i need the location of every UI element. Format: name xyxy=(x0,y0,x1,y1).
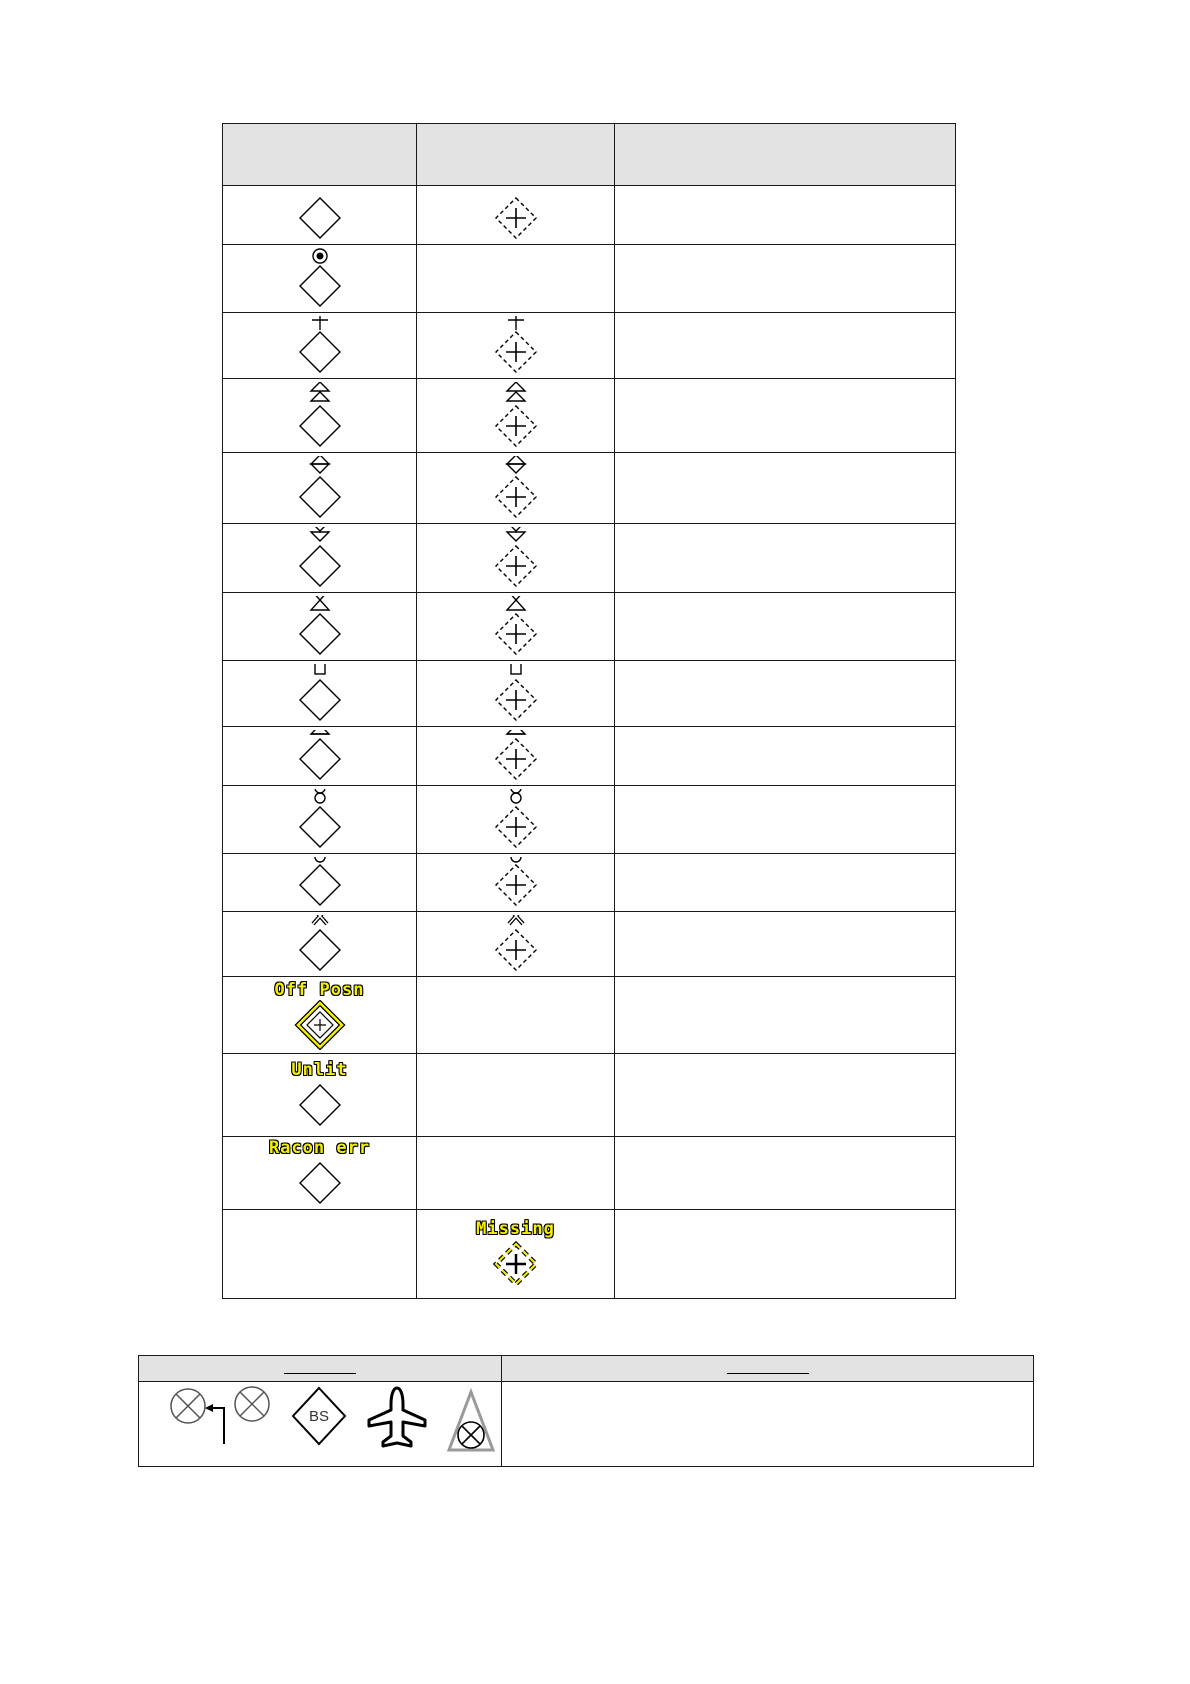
two-circles-topmark-icon xyxy=(315,789,325,803)
east-topmark-icon xyxy=(311,456,329,473)
description-cell xyxy=(615,313,956,379)
status-tag: Racon err xyxy=(268,1138,371,1158)
virtual-aton-icon xyxy=(496,857,536,905)
rect-topmark-icon xyxy=(511,664,521,674)
arrow-icon xyxy=(205,1404,224,1444)
cross-topmark-icon xyxy=(508,316,524,330)
description-cell xyxy=(615,186,956,245)
real-aton-cell xyxy=(223,453,417,524)
table-row xyxy=(223,786,956,854)
aircraft-icon xyxy=(369,1388,425,1446)
real-aton-icon xyxy=(300,664,340,720)
real-aton-icon xyxy=(300,249,340,306)
header-description xyxy=(615,124,956,186)
real-aton-icon xyxy=(300,527,340,586)
virtual-aton-icon xyxy=(496,915,536,970)
circle-topmark-icon xyxy=(511,857,521,862)
real-aton-cell xyxy=(223,186,417,245)
virtual-aton-cell xyxy=(417,1210,615,1299)
real-aton-icon xyxy=(300,789,340,847)
status-tag: Unlit xyxy=(291,1060,348,1080)
symbol-icons-cell xyxy=(139,1382,502,1467)
virtual-aton-cell xyxy=(417,727,615,786)
table-row xyxy=(223,1137,956,1210)
west-topmark-icon xyxy=(507,596,525,610)
header-underline xyxy=(727,1362,809,1374)
real-aton-cell xyxy=(223,524,417,593)
virtual-aton-icon xyxy=(496,382,536,446)
description-cell xyxy=(615,593,956,661)
table-row xyxy=(223,1054,956,1137)
two-circles-topmark-icon xyxy=(511,789,521,803)
virtual-aton-cell xyxy=(417,1137,615,1210)
virtual-aton-cell xyxy=(417,854,615,912)
description-cell xyxy=(615,1137,956,1210)
real-aton-icon xyxy=(300,1085,340,1125)
east-topmark-icon xyxy=(507,456,525,473)
virtual-aton-icon xyxy=(496,527,536,586)
rect-topmark-icon xyxy=(315,664,325,674)
west-topmark-icon xyxy=(311,596,329,610)
virtual-aton-icon xyxy=(496,1244,536,1284)
crossed-circle-icon xyxy=(235,1387,269,1421)
real-aton-icon xyxy=(300,456,340,517)
real-aton-icon xyxy=(300,382,340,446)
table-row xyxy=(223,245,956,313)
description-cell xyxy=(615,1054,956,1137)
virtual-aton-cell xyxy=(417,453,615,524)
virtual-aton-cell xyxy=(417,186,615,245)
virtual-aton-icon xyxy=(496,664,536,720)
table-header-row xyxy=(223,124,956,186)
table-row xyxy=(223,977,956,1054)
real-aton-icon xyxy=(300,915,340,970)
description-cell xyxy=(615,524,956,593)
table-row xyxy=(223,379,956,453)
triangle-topmark-icon xyxy=(507,730,525,734)
description-cell xyxy=(615,912,956,977)
crossed-circle-icon xyxy=(171,1389,205,1423)
real-aton-icon xyxy=(300,596,340,654)
virtual-aton-icon xyxy=(496,456,536,517)
cross-topmark-icon xyxy=(312,316,328,330)
real-aton-cell xyxy=(223,245,417,313)
real-aton-cell xyxy=(223,593,417,661)
real-aton-cell xyxy=(223,661,417,727)
virtual-aton-icon xyxy=(496,198,536,238)
real-aton-cell xyxy=(223,854,417,912)
virtual-aton-cell xyxy=(417,524,615,593)
table-row xyxy=(223,593,956,661)
table-header-row xyxy=(139,1356,1034,1382)
virtual-aton-icon xyxy=(496,789,536,847)
south-topmark-icon xyxy=(507,527,525,541)
virtual-aton-cell xyxy=(417,593,615,661)
table-row xyxy=(223,912,956,977)
virtual-aton-cell xyxy=(417,1054,615,1137)
description-cell xyxy=(615,786,956,854)
north-topmark-icon xyxy=(311,382,329,401)
description-cell xyxy=(615,379,956,453)
virtual-aton-icon xyxy=(496,730,536,779)
bs-label: BS xyxy=(308,1408,330,1425)
virtual-aton-cell xyxy=(417,379,615,453)
real-aton-cell xyxy=(223,1137,417,1210)
header-underline xyxy=(284,1362,356,1374)
real-aton-cell xyxy=(223,313,417,379)
base-station-icon xyxy=(293,1388,345,1444)
description-cell xyxy=(615,453,956,524)
virtual-aton-cell xyxy=(417,786,615,854)
symbol-description xyxy=(502,1382,1034,1467)
table-row xyxy=(223,453,956,524)
real-aton-icon xyxy=(300,316,340,372)
header-meaning xyxy=(502,1356,1034,1382)
virtual-aton-cell xyxy=(417,661,615,727)
status-tag: Missing xyxy=(476,1219,555,1239)
real-aton-cell xyxy=(223,1054,417,1137)
real-aton-cell xyxy=(223,1210,417,1299)
real-aton-icon xyxy=(298,1003,342,1047)
real-aton-cell xyxy=(223,727,417,786)
table-row xyxy=(223,854,956,912)
table-row xyxy=(223,727,956,786)
header-real-aton xyxy=(223,124,417,186)
virtual-aton-icon xyxy=(496,316,536,372)
other-symbol-table xyxy=(138,1355,1034,1467)
real-aton-icon xyxy=(300,198,340,238)
x-mark-topmark-icon xyxy=(509,915,523,924)
header-symbol xyxy=(139,1356,502,1382)
circle-topmark-icon xyxy=(315,857,325,862)
north-topmark-icon xyxy=(507,382,525,401)
table-row xyxy=(139,1382,1034,1467)
virtual-aton-cell xyxy=(417,977,615,1054)
description-cell xyxy=(615,1210,956,1299)
triangle-topmark-icon xyxy=(311,730,329,734)
real-aton-icon xyxy=(300,1163,340,1203)
virtual-aton-cell xyxy=(417,912,615,977)
dot-circle-topmark-icon xyxy=(313,249,327,263)
status-tag: Off Posn xyxy=(274,980,365,1000)
south-topmark-icon xyxy=(311,527,329,541)
virtual-aton-cell xyxy=(417,313,615,379)
aton-symbol-table xyxy=(222,123,956,1299)
x-mark-topmark-icon xyxy=(313,915,327,924)
description-cell xyxy=(615,661,956,727)
table-row xyxy=(223,313,956,379)
header-virtual-aton xyxy=(417,124,615,186)
table-row xyxy=(223,661,956,727)
description-cell xyxy=(615,245,956,313)
real-aton-icon xyxy=(300,730,340,779)
table-row xyxy=(223,524,956,593)
real-aton-cell xyxy=(223,786,417,854)
description-cell xyxy=(615,854,956,912)
real-aton-icon xyxy=(300,857,340,905)
virtual-aton-icon xyxy=(496,596,536,654)
table-row xyxy=(223,1210,956,1299)
virtual-aton-cell xyxy=(417,245,615,313)
sart-triangle-icon xyxy=(449,1392,493,1450)
table-row xyxy=(223,186,956,245)
real-aton-cell xyxy=(223,977,417,1054)
description-cell xyxy=(615,727,956,786)
real-aton-cell xyxy=(223,912,417,977)
real-aton-cell xyxy=(223,379,417,453)
description-cell xyxy=(615,977,956,1054)
